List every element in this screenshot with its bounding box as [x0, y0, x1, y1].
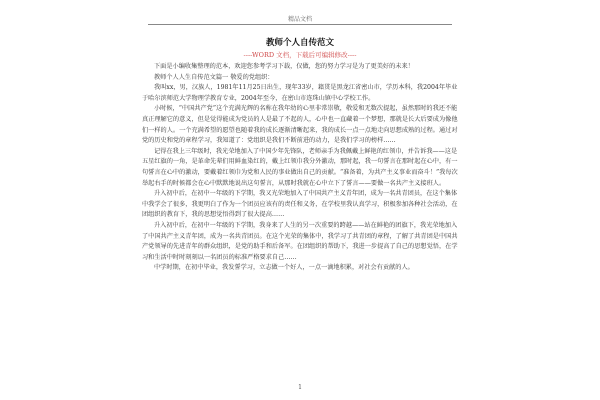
- paragraph: 我叫xx，男，汉族人，1981年11月25日出生，现年33岁，籍贯是黑龙江省密山市，学历本科，我2004年毕业于哈尔滨师范大学物理学教育专业，2004年至今，在密山市连珠山镇中心学校工作。: [142, 84, 458, 102]
- paragraph: 下面是小编收集整理的范本，欢迎您参考学习下载，仅做，您的努力学习是为了更美好的未来！: [154, 63, 414, 70]
- header-divider: [148, 24, 452, 25]
- document-subtitle: ----WORD 文档，下载后可编辑修改----: [243, 51, 357, 59]
- document-page: [108, 0, 492, 400]
- paragraph: 升入初中后，在初中一年级的下学期，我身来了人生的另一次重要的跨越——站在鲜艳的团旗下，我光荣地加入了中国共产主义青年团，成为一名共青团员。在这个光荣的集体中，我学习了共青团的章程，了解了共青团是中国共产党领导的先进青年的群众组织，是党的助手和后备军。在团组织的帮助下，我进一步提高了自己的思想觉悟，在学习和生活中时时刻刻以一名团员的标准严格要求自己……: [142, 221, 458, 261]
- paragraph: 小时候，“中国共产党”这个充满光辉的名称在我年幼的心里非常崇敬，敬爱和无数次提起，虽然那时的我还不能真正理解它的意义，但是觉得能成为党员的人是最了不起的人，心中也一直藏着一个梦想，那就是长大后要成为像他们一样的人。一个充满希望的愿望也随着我的成长逐渐清晰起来，我的成长一点一点地走向思想成熟的过程。通过对党的历史和党的章程学习，我知道了：党组织是我们不断前进的动力，是我们学习的榜样……: [142, 105, 458, 145]
- paragraph: 升入初中后，在初中一年级的下学期，我又光荣地加入了中国共产主义青年团，成为一名共青团员，在这个集体中我学会了很多，我更明白了作为一个团员应该有的责任和义务，在学校里我认真学习，积极参加各种社会活动，在团组织的教育下，我的思想觉悟得到了很大提高……: [142, 190, 458, 219]
- paragraph: 中学时期，在初中毕业，我发誓学习，立志做一个好人，一点一滴地积累，对社会有贡献的人。: [154, 264, 414, 272]
- page-header: 精品文档: [287, 16, 312, 23]
- document-body: [142, 62, 458, 274]
- paragraph: 教师个人人生自传范文篇一 敬爱的党组织：: [154, 73, 274, 81]
- paragraph: 记得在我上三年级时，我光荣地加入了中国少年先锋队，老师亲手为我佩戴上鲜艳的红领巾，并告诉我——这是五星红旗的一角，是革命先辈们用鲜血染红的，戴上红领巾我分外激动，那时起，我一句誓言在那时起在心中，有一句誓言在心中的激动，要戴着红领巾为党和人民的事业做出自己的贡献。“准备着，为共产主义事业而奋斗！”我每次举起右手的时候都会在心中默默地说出这句誓言，从那时我就在心中立下了誓言——要做一名共产主义接班人。: [142, 147, 458, 187]
- page-number: 1: [298, 384, 302, 391]
- document-title: 教师个人自传范文: [265, 38, 334, 48]
